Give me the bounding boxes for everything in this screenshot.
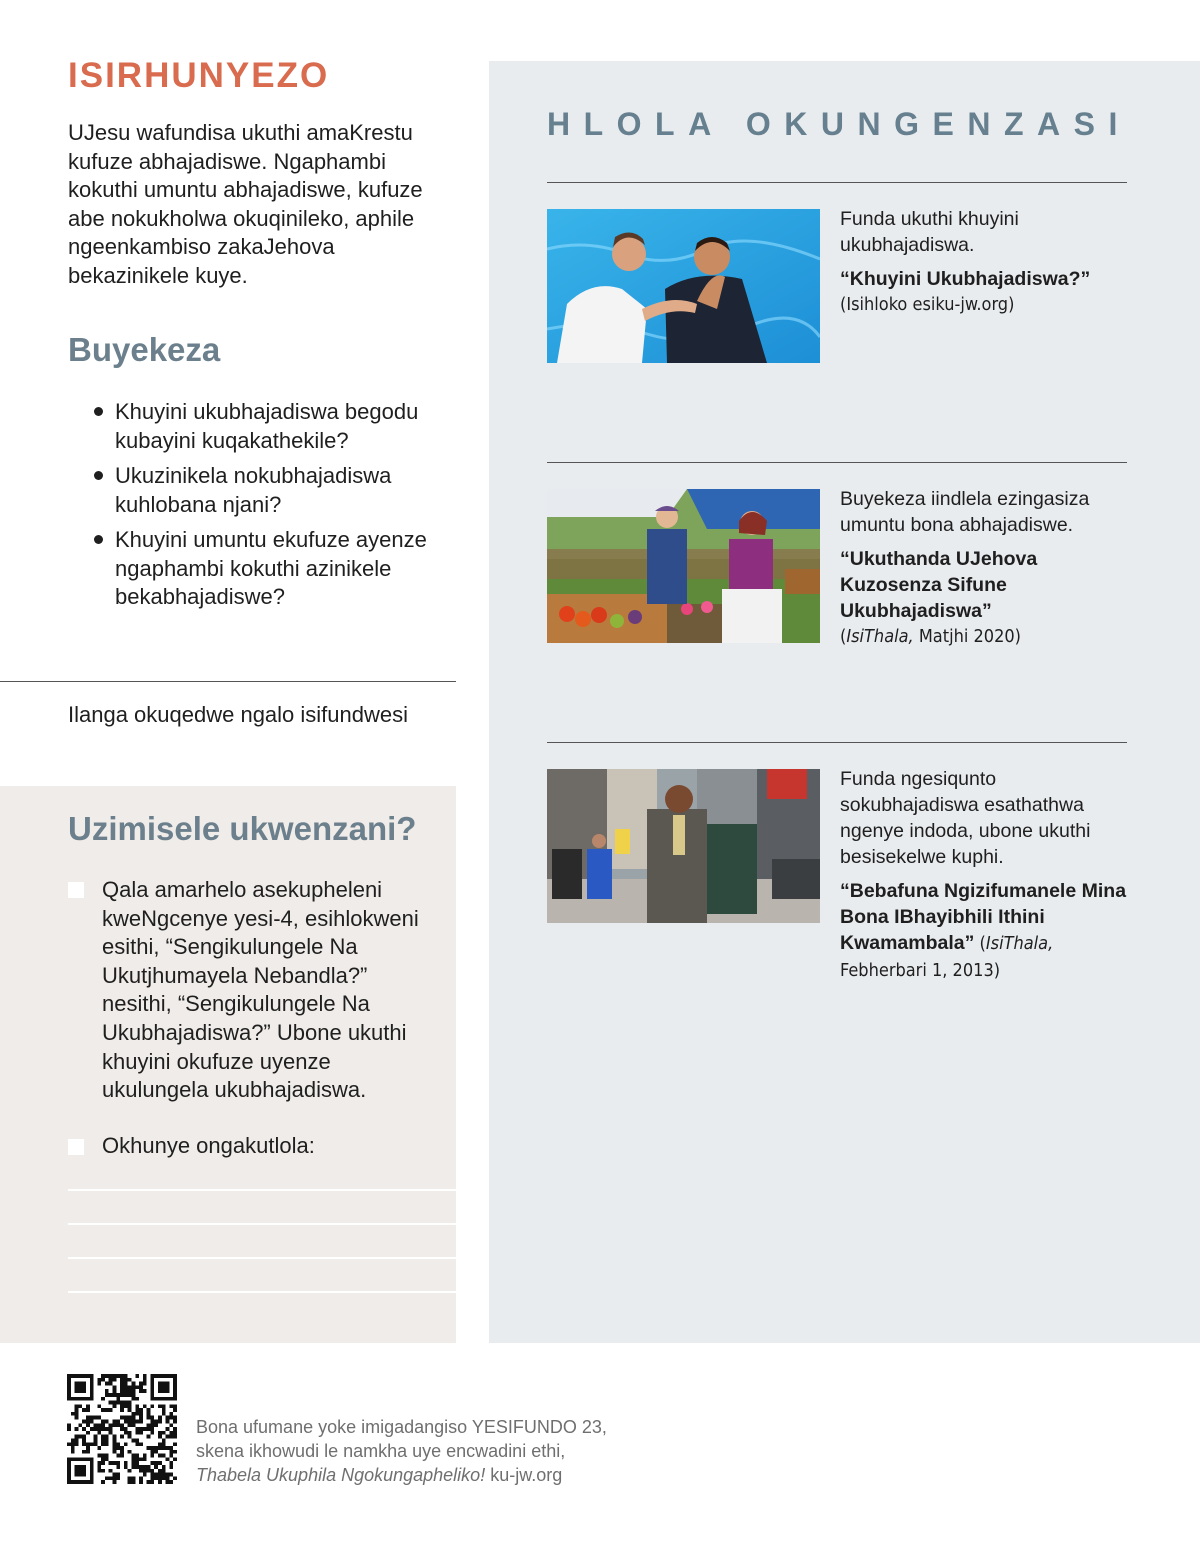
item-divider (547, 742, 1127, 743)
summary-text: UJesu wafundisa ukuthi amaKrestu kufuze abhajadiswe. Ngaphambi kokuthi umuntu abhajadiswe, kufuze abe nokukholwa okuqinileko, aphile ngeenkambiso zakaJehova bekazinikele kuye. (68, 120, 423, 288)
footer-text (196, 1415, 676, 1487)
completion-date-label: Ilanga okuqedwe ngalo isifundwesi (68, 702, 409, 727)
explore-item-source: (IsiThala, Febherbari 1, 2013) (840, 933, 1054, 981)
baptism-photo (547, 209, 820, 363)
explore-item-title[interactable]: “Bebafuna Ngizifumanele Mina Bona IBhayibhili Ithini Kwamambala” (IsiThala, Febherbari 1, 2013) (840, 880, 1127, 981)
review-question: Ukuzinikela nokubhajadiswa kuhlobana njani? (92, 462, 452, 519)
explore-item-intro: Buyekeza iindlela ezingasiza umuntu bona abhajadiswe. (840, 488, 1090, 536)
footer-line: skena ikhowudi le namkha uye encwadini ethi, (196, 1441, 566, 1461)
item-divider (547, 462, 1127, 463)
write-line[interactable] (68, 1257, 456, 1259)
explore-item-title[interactable]: “Ukuthanda UJehova Kuzosenza Sifune Ukubhajadiswa” (840, 548, 1038, 622)
explore-item-title[interactable]: “Khuyini Ukubhajadiswa?” (840, 268, 1091, 290)
book-title: Thabela Ukuphila Ngokungapheliko! (196, 1465, 486, 1485)
explore-item-intro: Funda ukuthi khuyini ukubhajadiswa. (840, 208, 1019, 256)
explore-item-intro: Funda ngesiqunto sokubhajadiswa esathathwa ngenye indoda, ubone ukuthi besisekelwe kuphi. (840, 768, 1091, 868)
goal-other-label: Okhunye ongakutlola: (102, 1133, 315, 1158)
footer-site[interactable]: ku-jw.org (485, 1465, 563, 1485)
item-divider (547, 182, 1127, 183)
market-photo (547, 489, 820, 643)
explore-item-1 (840, 206, 1130, 318)
write-line[interactable] (68, 1223, 456, 1225)
review-question: Khuyini ukubhajadiswa begodu kubayini kuqakathekile? (92, 398, 452, 455)
review-list (92, 398, 452, 619)
goal-option-text: Qala amarhelo asekupheleni kweNgcenye yesi-4, esihlokweni esithi, “Sengikulungele Na Ukutjhumayela Nebandla?” nesithi, “Sengikulungele Na Ukubhajadiswa?” Ubone ukuthi khuyini okufuze uyenze ukulungela ukubhajadiswa. (102, 877, 419, 1103)
goal-heading: Uzimisele ukwenzani? (68, 810, 417, 847)
section-divider (0, 681, 456, 682)
explore-item-3 (840, 766, 1130, 984)
footer-line: Bona ufumane yoke imigadangiso YESIFUNDO 23, (196, 1417, 607, 1437)
explore-item-source: (IsiThala, Matjhi 2020) (840, 626, 1022, 647)
summary-heading: ISIRHUNYEZO (68, 56, 330, 95)
goal-checkbox-2[interactable] (68, 1139, 84, 1155)
write-line[interactable] (68, 1189, 456, 1191)
explore-item-source: (Isihloko esiku-jw.org) (840, 294, 1015, 315)
city-photo (547, 769, 820, 923)
goal-checkbox-1[interactable] (68, 882, 84, 898)
write-line[interactable] (68, 1291, 456, 1293)
explore-item-2 (840, 486, 1130, 650)
qr-code[interactable] (67, 1374, 177, 1484)
review-question: Khuyini umuntu ekufuze ayenze ngaphambi kokuthi azinikele bekabhajadiswe? (92, 526, 452, 612)
explore-heading: HLOLA OKUNGENZASI (547, 106, 1131, 142)
review-heading: Buyekeza (68, 331, 221, 368)
